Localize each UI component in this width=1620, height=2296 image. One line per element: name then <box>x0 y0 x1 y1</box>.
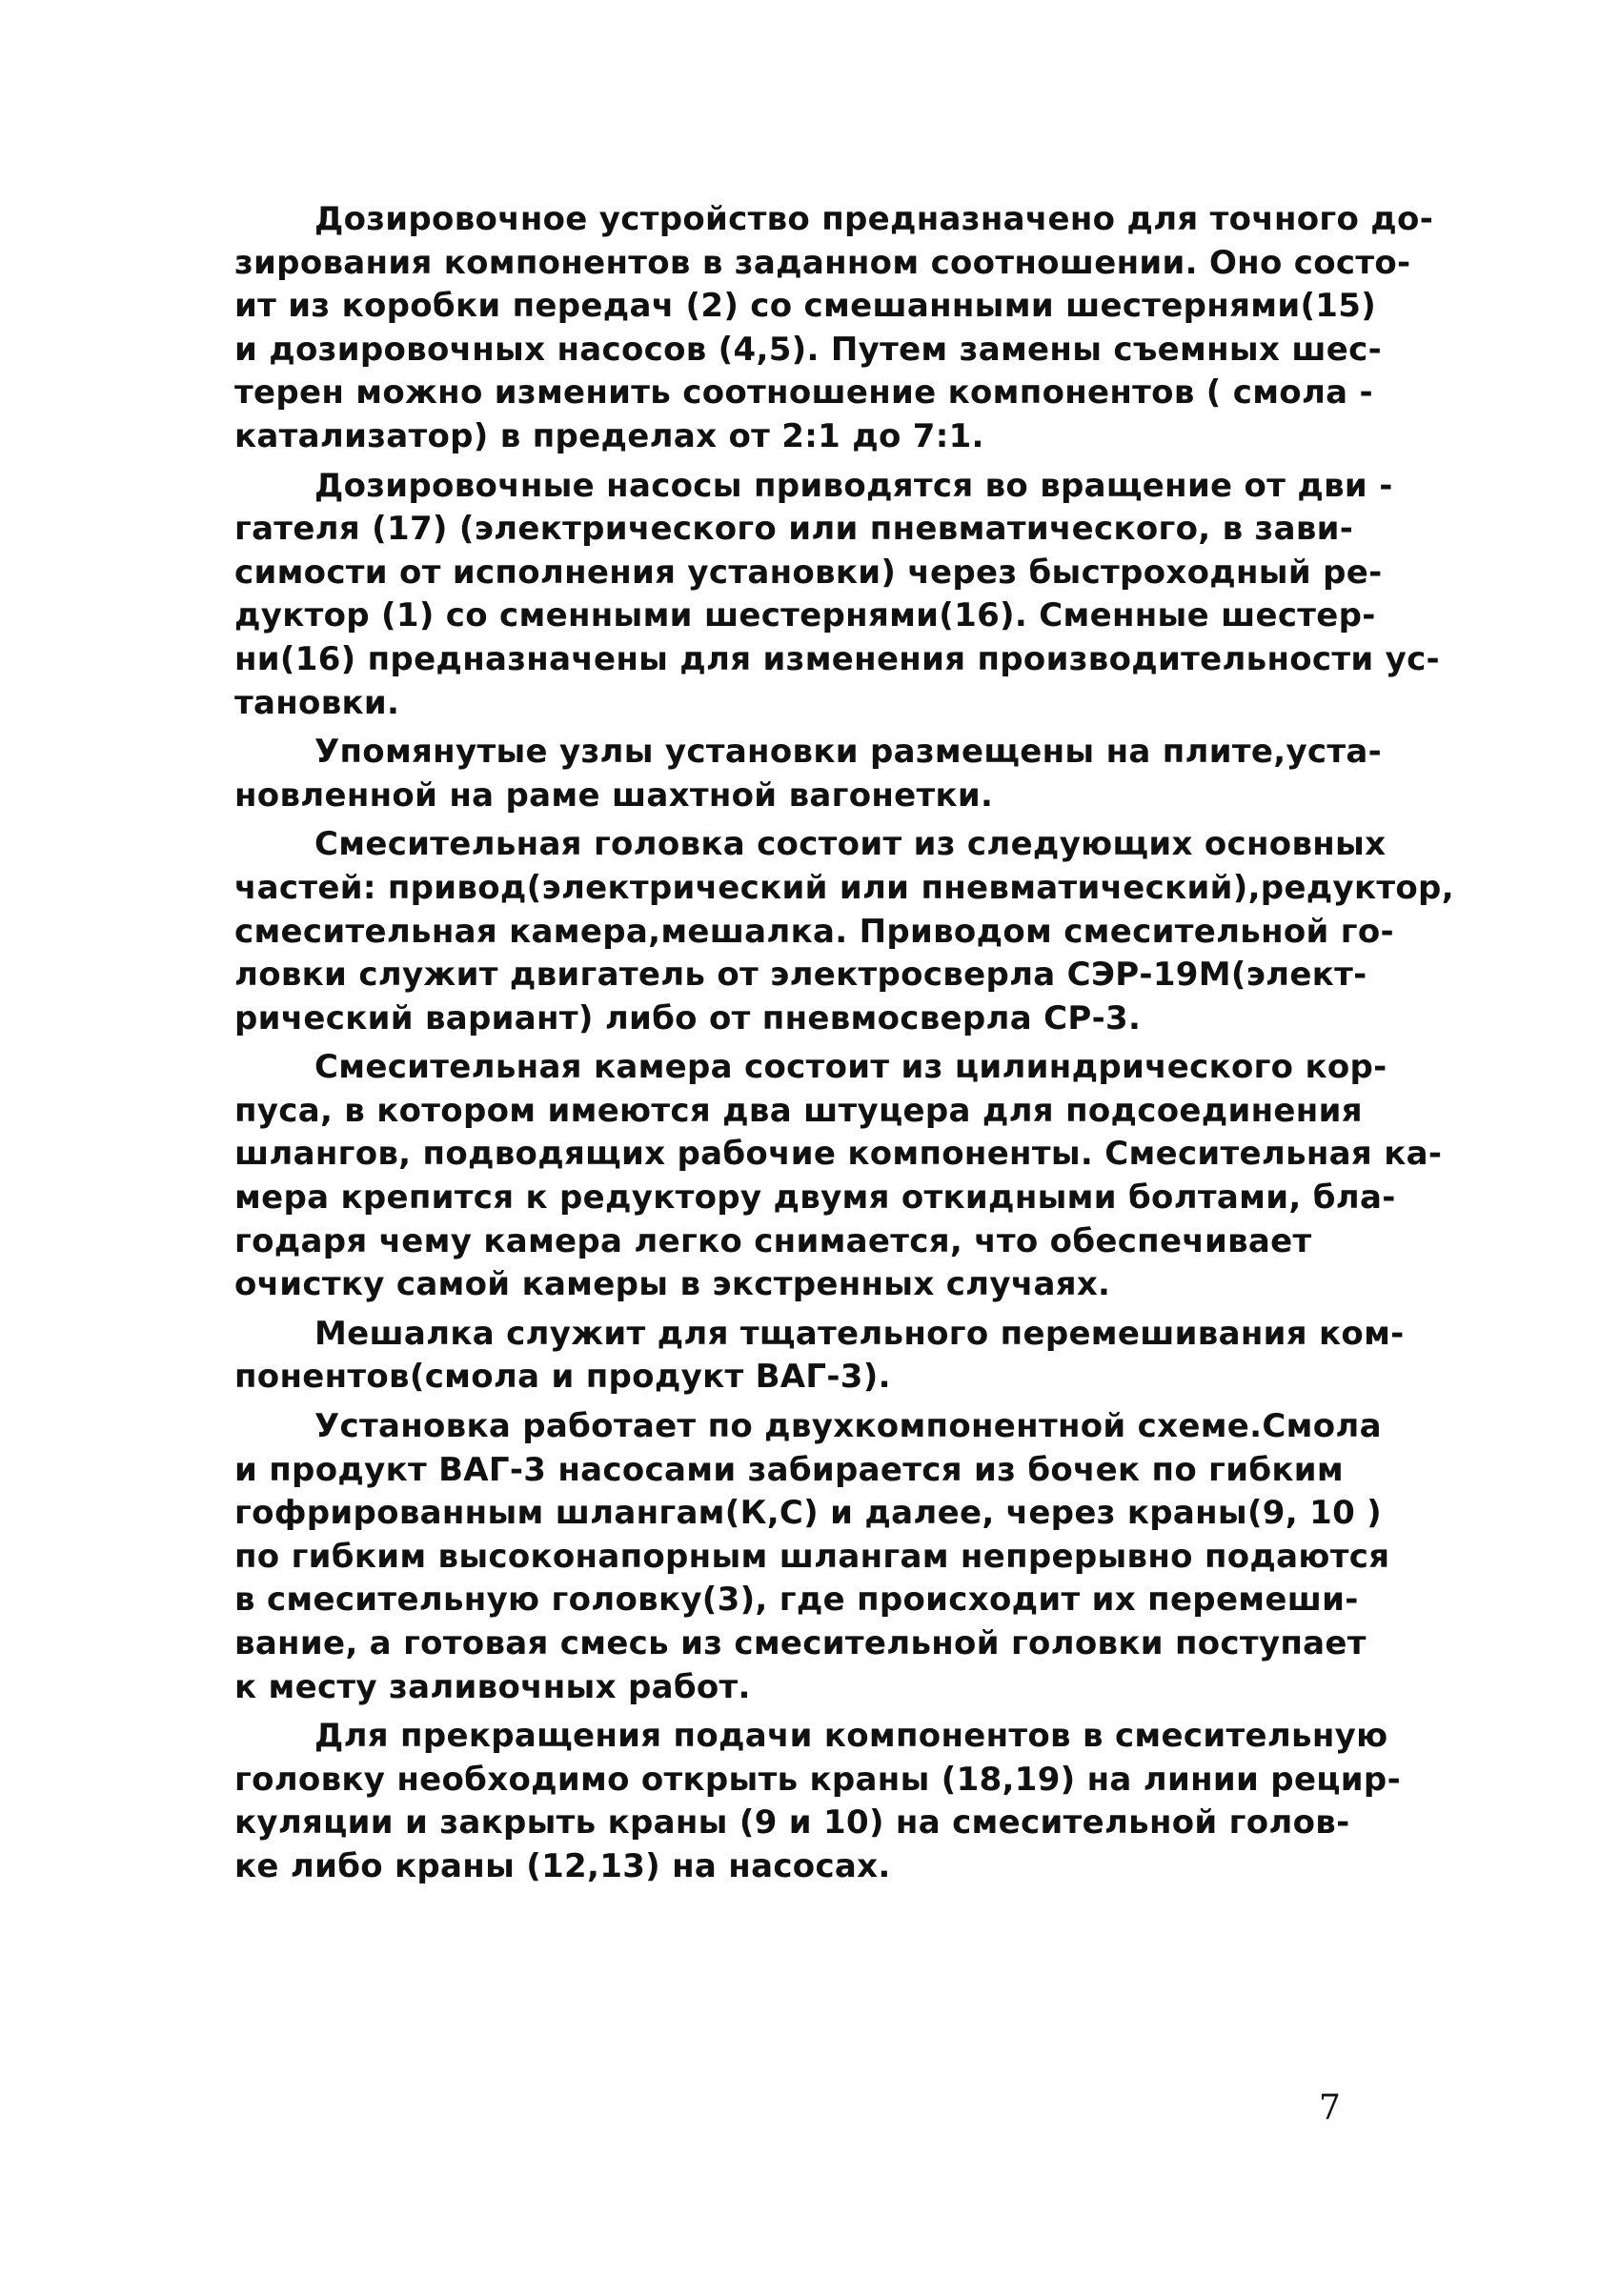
text-line: частей: привод(электрический или пневматический),редуктор, <box>234 868 1454 907</box>
paragraph <box>234 1046 1443 1307</box>
paragraph <box>234 823 1454 1040</box>
text-line: Для прекращения подачи компонентов в смесительную <box>314 1717 1388 1756</box>
text-line: гофрированным шлангам(К,С) и далее, через краны(9, 10 ) <box>234 1494 1383 1533</box>
paragraph <box>234 731 1407 817</box>
paragraph <box>234 465 1440 726</box>
text-line: пуса, в котором имеются два штуцера для подсоединения <box>234 1091 1363 1130</box>
text-line: куляции и закрыть краны (9 и 10) на смесительной голов- <box>234 1803 1350 1843</box>
text-line: Смесительная головка состоит из следующих основных <box>314 825 1387 864</box>
text-line: гателя (17) (электрического или пневматического, в зави- <box>234 510 1354 549</box>
text-line: и продукт ВАГ-3 насосами забирается из бочек по гибким <box>234 1450 1344 1489</box>
text-line: и дозировочных насосов (4,5). Путем замены съемных шес- <box>234 330 1382 369</box>
paragraph <box>234 1405 1407 1709</box>
text-line: по гибким высоконапорным шлангам непрерывно подаются <box>234 1537 1390 1576</box>
text-line: вание, а готовая смесь из смесительной головки поступает <box>234 1624 1367 1662</box>
body-text <box>234 198 1454 1889</box>
text-line: симости от исполнения установки) через быстроходный ре- <box>234 553 1383 592</box>
text-line: годаря чему камера легко снимается, что обеспечивает <box>234 1221 1312 1260</box>
text-line: очистку самой камеры в экстренных случаях. <box>234 1265 1111 1304</box>
text-line: ловки служит двигатель от электросверла СЭР-19М(элект- <box>234 956 1367 995</box>
text-line: смесительная камера,мешалка. Приводом смесительной го- <box>234 912 1394 951</box>
paragraph <box>234 198 1434 459</box>
text-line: ке либо краны (12,13) на насосах. <box>234 1846 891 1885</box>
text-line: катализатор) в пределах от 2:1 до 7:1. <box>234 416 984 455</box>
text-line: к месту заливочных работ. <box>234 1667 751 1706</box>
text-line: головку необходимо открыть краны (18,19) на линии рецир- <box>234 1760 1401 1799</box>
text-line: понентов(смола и продукт ВАГ-3). <box>234 1358 891 1397</box>
text-line: шлангов, подводящих рабочие компоненты. Смесительная ка- <box>234 1135 1443 1174</box>
paragraph <box>234 1313 1407 1400</box>
text-line: зирования компонентов в заданном соотношении. Оно состо- <box>234 243 1411 282</box>
text-line: в смесительную головку(3), где происходит их перемеши- <box>234 1581 1359 1620</box>
text-line: тановки. <box>234 683 400 722</box>
text-line: Мешалка служит для тщательного перемешивания ком- <box>314 1314 1405 1353</box>
text-line: новленной на раме шахтной вагонетки. <box>234 775 994 815</box>
text-line: Дозировочное устройство предназначено для точного до- <box>314 200 1434 238</box>
text-line: Смесительная камера состоит из цилиндрического кор- <box>314 1048 1387 1087</box>
paragraph <box>234 1715 1407 1888</box>
text-line: терен можно изменить соотношение компонентов ( смола - <box>234 373 1373 413</box>
text-line: мера крепится к редуктору двумя откидными болтами, бла- <box>234 1178 1396 1218</box>
page-number: 7 <box>1319 2088 1341 2127</box>
text-line: рический вариант) либо от пневмосверла СР-3. <box>234 998 1142 1037</box>
text-line: Упомянутые узлы установки размещены на плите,уста- <box>314 733 1383 772</box>
text-line: ит из коробки передач (2) со смешанными шестернями(15) <box>234 287 1377 326</box>
text-line: Дозировочные насосы приводятся во вращение от дви - <box>314 466 1393 505</box>
text-line: дуктор (1) со сменными шестернями(16). Сменные шестер- <box>234 596 1376 635</box>
text-line: Установка работает по двухкомпонентной схеме.Смола <box>314 1407 1382 1446</box>
text-line: ни(16) предназначены для изменения производительности ус- <box>234 639 1440 678</box>
